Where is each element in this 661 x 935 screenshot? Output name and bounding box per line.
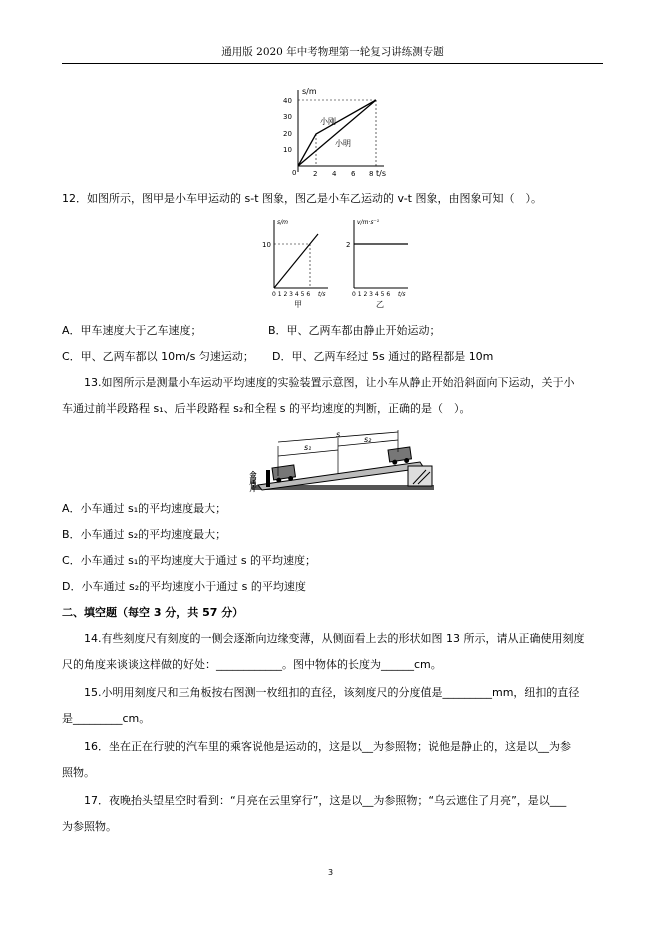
- q13-option-b: B．小车通过 s₂的平均速度最大；: [62, 528, 227, 541]
- y-tick-label: 2: [346, 241, 351, 249]
- label-s2: s₂: [364, 435, 372, 444]
- metal-plate-text: 金属片: [249, 471, 257, 492]
- caption-yi: 乙: [376, 300, 384, 308]
- page-header: 通用版 2020 年中考物理第一轮复习讲练测专题: [221, 46, 444, 58]
- graph-jia: [262, 219, 328, 308]
- q14-line1: 14.有些刻度尺有刻度的一侧会逐渐向边缘变薄，从侧面看上去的形状如图 13 所示，请从正确使用刻度: [84, 632, 585, 645]
- y-tick-label: 40: [283, 97, 292, 105]
- y-tick-label: 20: [283, 130, 292, 138]
- x-tick-label: 2: [313, 170, 318, 178]
- x-axis-label: t/s: [318, 291, 326, 298]
- y-axis-label: s/m: [302, 87, 317, 96]
- q15-line1: 15.小明用刻度尺和三角板按右图测一枚纽扣的直径，该刻度尺的分度值是_________mm，纽扣的直径: [84, 686, 580, 699]
- q17-line1: 17．夜晚抬头望星空时看到：“月亮在云里穿行”，这是以__为参照物；“乌云遮住了月亮”，是以___: [84, 794, 567, 807]
- x-tick-label: 4: [332, 170, 337, 178]
- cart-top: [388, 447, 412, 465]
- q16-line1: 16．坐在正在行驶的汽车里的乘客说他是运动的，这是以__为参照物；说他是静止的，这是以__为参: [84, 740, 571, 753]
- metal-plate: [266, 470, 270, 487]
- origin-label: 0: [292, 169, 297, 177]
- y-tick-label: 30: [283, 113, 292, 121]
- page-number: 3: [327, 868, 334, 877]
- q12-option-c: C．甲、乙两车都以 10m/s 匀速运动；: [62, 350, 254, 363]
- q13-stem-line1: 13.如图所示是测量小车运动平均速度的实验装置示意图，让小车从静止开始沿斜面向下运动，关于小: [84, 376, 575, 389]
- q14-line2: 尺的角度来谈谈这样做的好处：____________。图中物体的长度为______cm。: [62, 658, 442, 671]
- series-label-xiaoming: 小明: [335, 139, 351, 148]
- x-tick-labels: 0 1 2 3 4 5 6: [352, 291, 391, 298]
- series-label-xiaogang: 小刚: [320, 117, 336, 126]
- x-tick-label: 8: [369, 170, 374, 178]
- q16-line2: 照物。: [62, 766, 95, 779]
- q17-line2: 为参照物。: [62, 820, 117, 833]
- figure-incline-cart: [248, 428, 438, 494]
- q15-line2: 是_________cm。: [62, 712, 151, 725]
- q12-option-a: A．甲车速度大于乙车速度；: [62, 324, 202, 337]
- header-rule: [62, 63, 603, 64]
- q13-stem-line2: 车通过前半段路程 s₁、后半段路程 s₂和全程 s 的平均速度的判断，正确的是（ ）。: [62, 402, 471, 415]
- graph-yi: [346, 219, 408, 308]
- q13-option-c: C．小车通过 s₁的平均速度大于通过 s 的平均速度；: [62, 554, 317, 567]
- x-axis-label: t/s: [398, 291, 406, 298]
- label-s: s: [336, 430, 341, 439]
- y-tick-label: 10: [262, 241, 271, 249]
- label-s1: s₁: [304, 443, 312, 452]
- q13-option-a: A．小车通过 s₁的平均速度最大；: [62, 502, 227, 515]
- caption-jia: 甲: [294, 300, 302, 308]
- figure-q12-graphs: [258, 214, 418, 308]
- x-tick-label: 6: [351, 170, 356, 178]
- q12-stem: 12．如图所示，图甲是小车甲运动的 s-t 图象，图乙是小车乙运动的 v-t 图象，由图象可知（ ）。: [62, 192, 542, 205]
- section-title-fill-in: 二、填空题（每空 3 分，共 57 分）: [62, 606, 244, 619]
- line-xiaoming: [298, 100, 376, 166]
- q12-option-d: D．甲、乙两车经过 5s 通过的路程都是 10m: [272, 350, 494, 363]
- q12-option-b: B．甲、乙两车都由静止开始运动；: [268, 324, 441, 337]
- x-axis-label: t/s: [376, 169, 386, 178]
- q13-option-d: D．小车通过 s₂的平均速度小于通过 s 的平均速度: [62, 580, 306, 593]
- y-axis-label: s/m: [277, 219, 288, 226]
- x-tick-labels: 0 1 2 3 4 5 6: [272, 291, 311, 298]
- figure-st-graph-xiaogang-xiaoming: [280, 86, 395, 178]
- y-axis-label: v/m·s⁻¹: [357, 219, 380, 226]
- y-tick-label: 10: [283, 146, 292, 154]
- line-jia: [274, 234, 318, 288]
- metal-plate-label: [249, 470, 258, 493]
